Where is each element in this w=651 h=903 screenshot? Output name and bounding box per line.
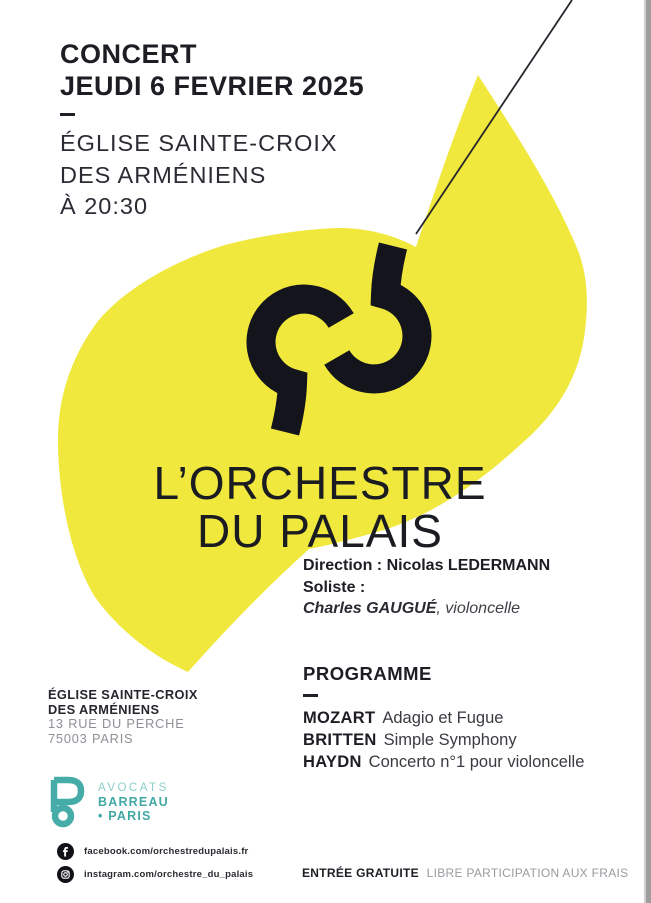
programme-item xyxy=(303,707,584,729)
barreau-word-barreau: BARREAU xyxy=(98,795,169,809)
instagram-icon xyxy=(57,866,74,883)
barreau-word-paris: • PARIS xyxy=(98,809,152,823)
facebook-link-row[interactable] xyxy=(57,843,248,860)
venue-city: 75003 PARIS xyxy=(48,730,134,746)
soloist-name: Charles GAUGUÉ xyxy=(303,600,437,617)
facebook-icon xyxy=(57,843,74,860)
poster-title xyxy=(60,38,364,102)
credits-block xyxy=(303,555,550,620)
instagram-link-row[interactable] xyxy=(57,866,253,883)
orchestra-name-line2: DU PALAIS xyxy=(197,505,443,557)
facebook-url[interactable]: facebook.com/orchestredupalais.fr xyxy=(84,846,249,857)
participation-text: LIBRE PARTICIPATION AUX FRAIS xyxy=(426,866,629,880)
orchestra-name xyxy=(120,459,520,555)
composer-name: BRITTEN xyxy=(303,731,377,749)
programme-section xyxy=(303,663,584,773)
event-venue-lines xyxy=(60,128,338,223)
composer-name: HAYDN xyxy=(303,753,362,771)
conductor-credit: Direction : Nicolas LEDERMANN xyxy=(303,557,551,574)
venue-name-line: DES ARMÉNIENS xyxy=(48,701,160,717)
title-line-concert: CONCERT xyxy=(60,39,197,69)
title-line-date: JEUDI 6 FEVRIER 2025 xyxy=(60,71,365,101)
barreau-paris-logo xyxy=(47,776,169,828)
composer-name: MOZART xyxy=(303,709,376,727)
free-entry-note xyxy=(302,866,628,880)
programme-list xyxy=(303,707,584,773)
event-time: À 20:30 xyxy=(60,193,149,219)
instagram-url[interactable]: instagram.com/orchestre_du_palais xyxy=(84,869,254,880)
venue-street: 13 RUE DU PERCHE xyxy=(48,716,185,731)
work-title: Simple Symphony xyxy=(383,731,517,749)
work-title: Concerto n°1 pour violoncelle xyxy=(368,753,585,771)
page-edge xyxy=(644,0,651,903)
free-entry-bold: ENTRÉE GRATUITE xyxy=(302,866,419,880)
programme-dash xyxy=(303,694,318,697)
programme-item xyxy=(303,729,584,751)
venue-address xyxy=(48,688,198,746)
header-dash xyxy=(60,113,75,116)
venue-name-line: ÉGLISE SAINTE-CROIX xyxy=(48,687,198,702)
soloist-credit xyxy=(303,598,550,620)
soloist-instrument: , violoncelle xyxy=(436,600,520,617)
orchestra-name-line1: L’ORCHESTRE xyxy=(153,457,487,509)
soloist-label: Soliste : xyxy=(303,578,366,596)
barreau-monogram-icon xyxy=(47,776,89,828)
barreau-word-avocats: AVOCATS xyxy=(98,782,169,794)
work-title: Adagio et Fugue xyxy=(382,709,504,727)
programme-item xyxy=(303,751,584,773)
barreau-wordmark xyxy=(98,781,169,823)
venue-line: DES ARMÉNIENS xyxy=(60,161,267,188)
programme-title: PROGRAMME xyxy=(303,663,432,684)
venue-line: ÉGLISE SAINTE-CROIX xyxy=(60,130,338,156)
